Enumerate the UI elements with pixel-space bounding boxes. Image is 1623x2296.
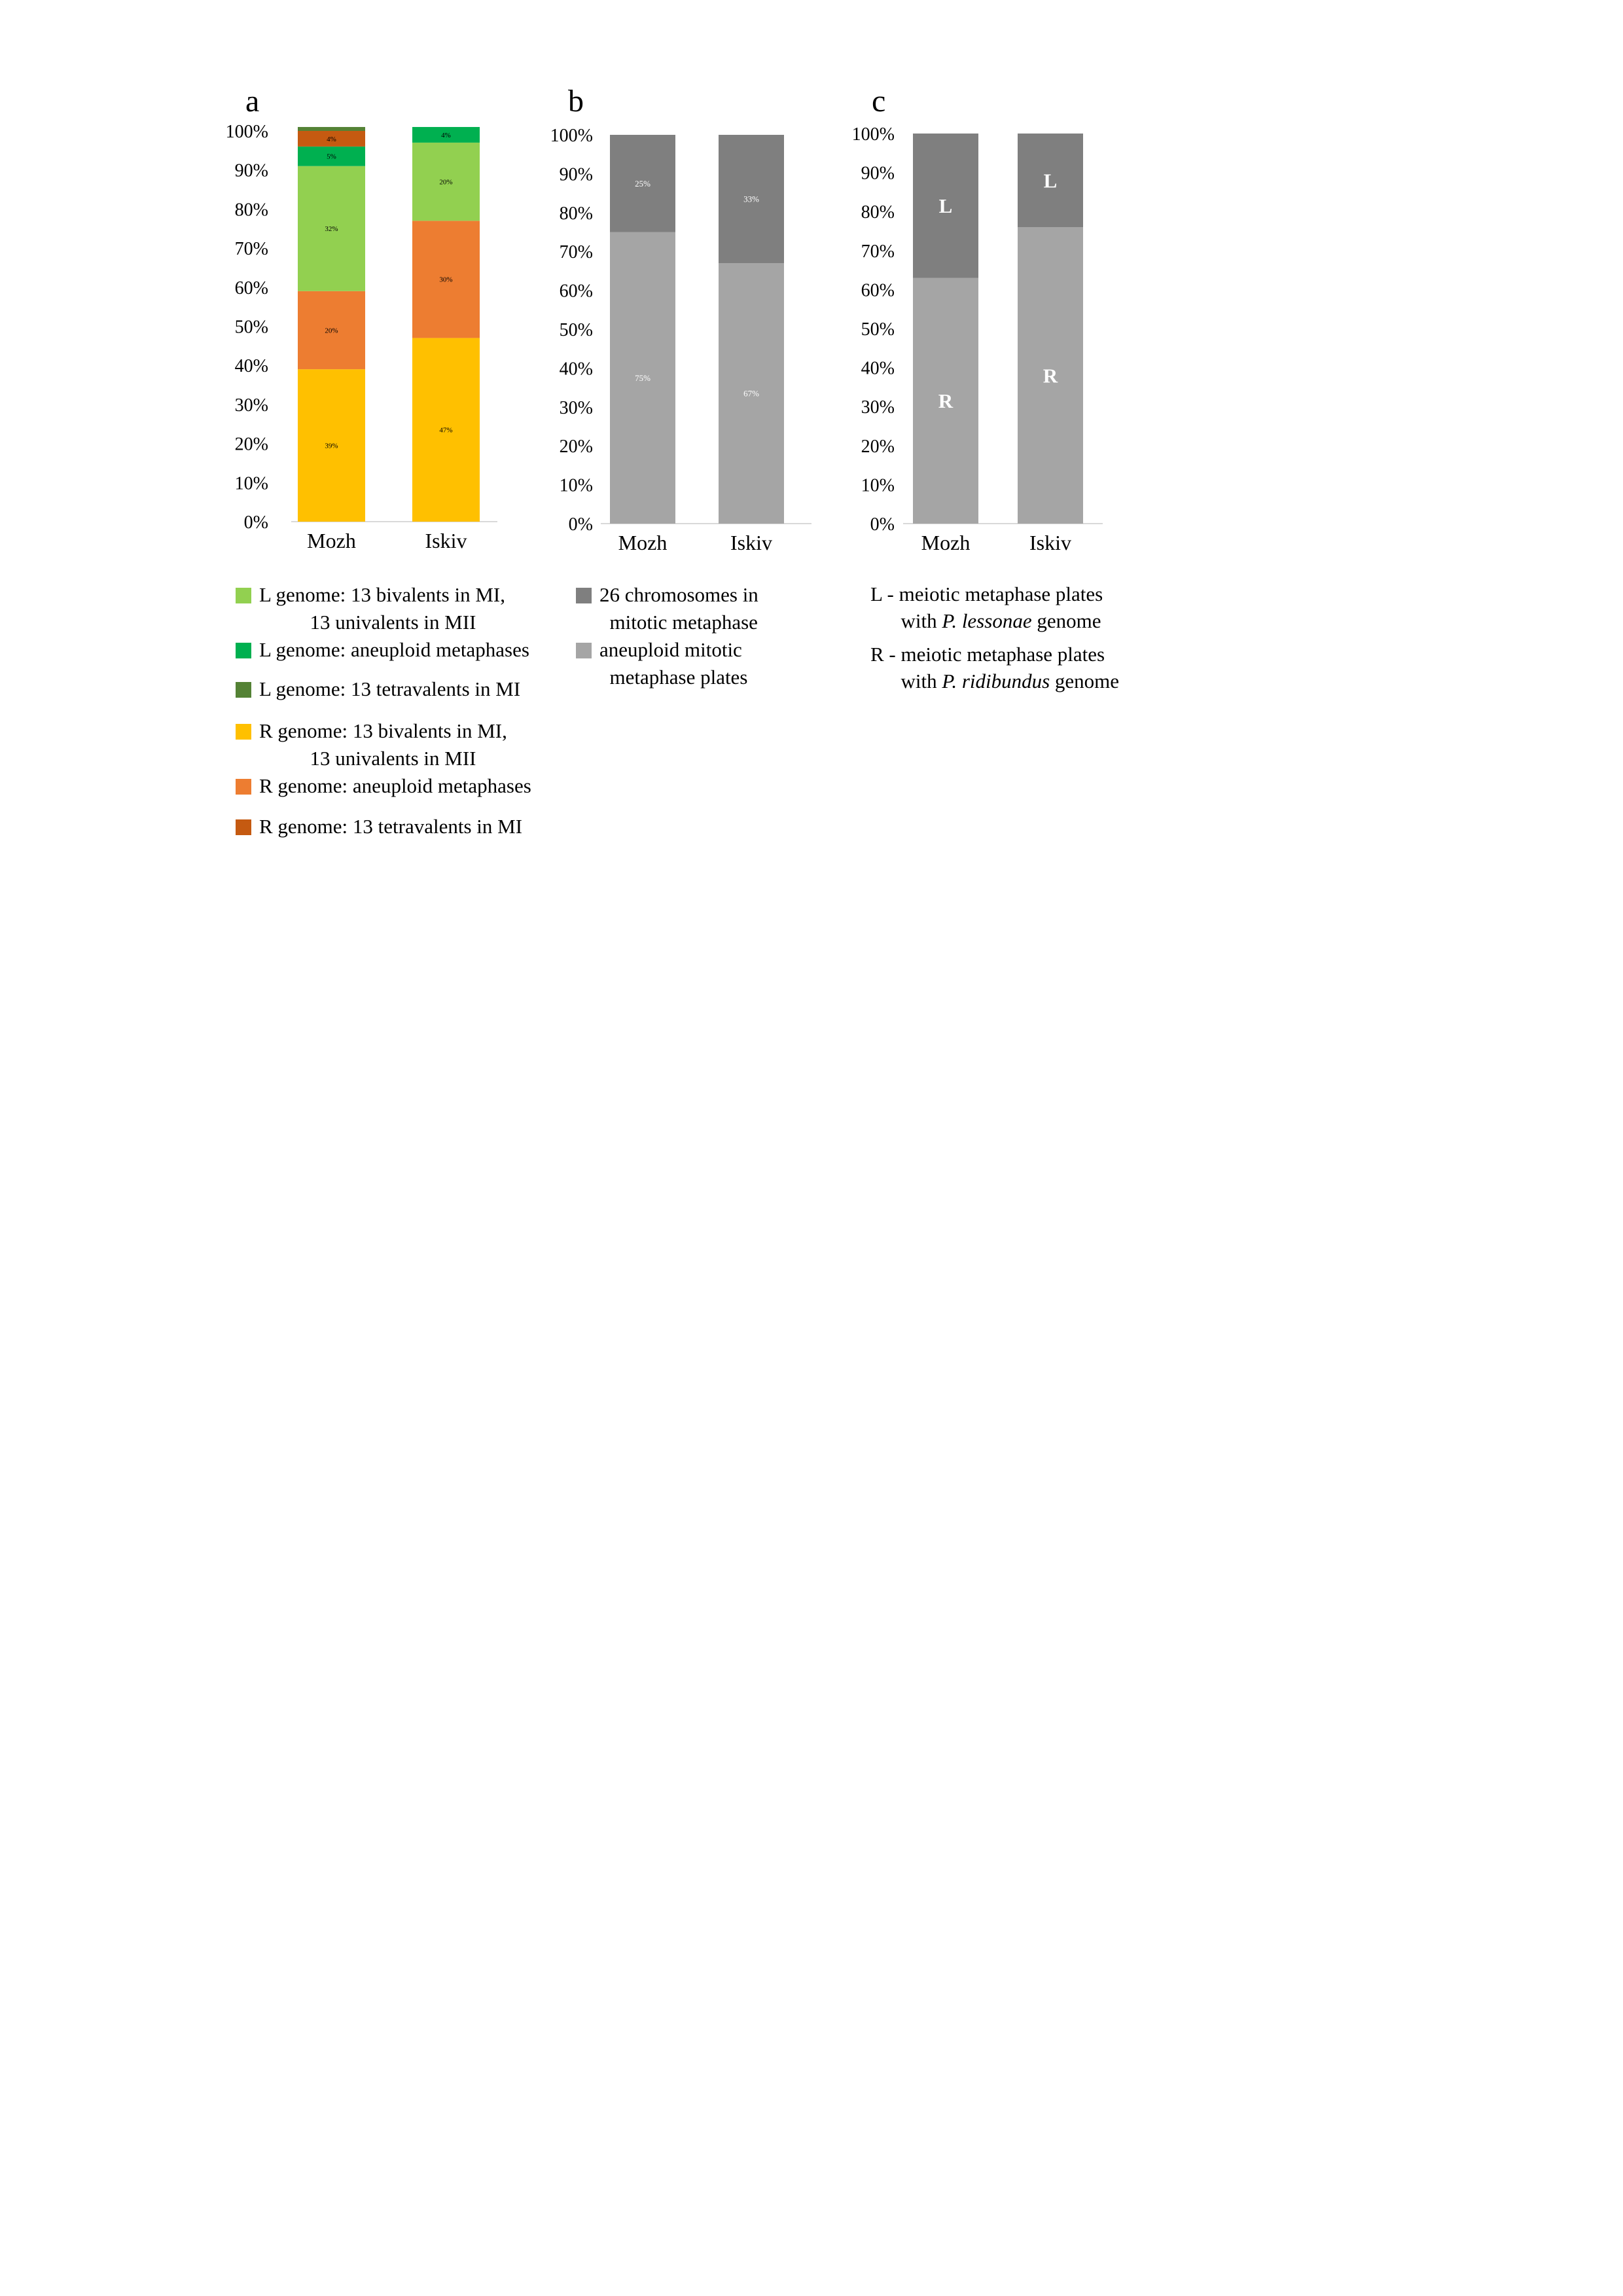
legend-swatch [576,588,592,603]
y-tick-label: 20% [559,437,593,457]
chart-panel-a [226,84,497,552]
legend-c-line-r-species: with P. ridibundus genome [870,670,1120,692]
data-label: 33% [743,194,759,204]
legend-c-line-l-species: with P. lessonae genome [870,609,1101,632]
y-tick-label: 90% [234,160,268,181]
y-tick-label: 10% [559,475,593,496]
data-label: 20% [325,327,338,335]
y-tick-label: 50% [559,320,593,340]
x-tick-label: Iskiv [425,529,467,552]
y-tick-label: 60% [861,280,895,301]
data-label: 4% [441,131,451,139]
x-tick-label: Mozh [921,531,971,554]
legend-swatch [236,682,251,698]
legend-label: R genome: aneuploid metaphases [259,774,531,797]
y-tick-label: 70% [559,242,593,263]
y-tick-label: 50% [861,319,895,340]
legend-c-line-l [870,581,1119,607]
legend-swatch [236,643,251,658]
data-label: 67% [743,388,759,399]
y-tick-label: 100% [225,122,268,142]
chart-panel-c [852,84,1103,554]
data-label: R [938,389,954,413]
legend-item [576,581,758,636]
data-label: L [1043,169,1058,192]
bar-segment [298,127,365,131]
legend-item [236,581,531,636]
legend-item [236,636,531,664]
legend-item [236,772,531,800]
legend-swatch [236,819,251,835]
y-tick-label: 30% [234,395,268,416]
y-tick-label: 40% [861,358,895,379]
y-tick-label: 60% [234,278,268,298]
panel-letter: b [568,84,584,118]
data-label: 75% [635,372,651,383]
legend-swatch [236,779,251,795]
y-tick-label: 40% [559,359,593,380]
chart-panel-b [550,84,812,554]
legend-panel-a [236,581,531,840]
legend-panel-b [576,581,758,691]
legend-item [236,717,531,772]
legend-label: L genome: 13 tetravalents in MI [259,677,521,700]
legend-panel-c [870,581,1119,694]
y-tick-label: 10% [234,473,268,494]
y-tick-label: 20% [861,436,895,457]
data-label: L [938,194,953,218]
data-label: 32% [325,225,338,234]
panel-letter: c [872,84,886,118]
y-tick-label: 40% [234,356,268,377]
y-tick-label: 50% [234,317,268,338]
y-tick-label: 0% [243,512,268,533]
legend-label: L genome: aneuploid metaphases [259,638,529,661]
legend-label: R genome: 13 tetravalents in MI [259,815,523,838]
legend-c-l-title: L - meiotic metaphase plates [870,583,1103,605]
legend-label: R genome: 13 bivalents in MI, 13 univalents in MII [259,719,507,770]
legend-item [236,813,531,840]
legend-label: L genome: 13 bivalents in MI, 13 univalents in MII [259,583,505,634]
y-tick-label: 30% [861,397,895,418]
data-label: 20% [439,178,453,187]
y-tick-label: 70% [234,239,268,260]
y-tick-label: 10% [861,475,895,496]
legend-swatch [236,588,251,603]
y-tick-label: 80% [559,203,593,224]
y-tick-label: 100% [550,126,593,146]
data-label: 25% [635,178,651,188]
y-tick-label: 60% [559,281,593,302]
x-tick-label: Iskiv [1029,531,1071,554]
y-tick-label: 80% [861,202,895,223]
data-label: 39% [325,442,338,450]
x-tick-label: Iskiv [730,531,772,554]
species-lessonae: P. lessonae [942,609,1032,632]
data-label: R [1043,364,1058,387]
legend-item [236,675,531,703]
y-tick-label: 30% [559,397,593,418]
legend-item [576,636,758,691]
data-label: 5% [327,152,336,161]
legend-c-r-title: R - meiotic metaphase plates [870,643,1105,666]
y-tick-label: 100% [851,124,895,145]
legend-label: 26 chromosomes in mitotic metaphase [599,583,758,634]
y-tick-label: 0% [870,514,895,535]
data-label: 30% [439,276,453,284]
data-label: 47% [439,426,453,435]
panel-letter: a [245,84,260,118]
data-label: 4% [327,135,336,143]
legend-label: aneuploid mitotic metaphase plates [599,638,748,689]
x-tick-label: Mozh [307,529,356,552]
species-ridibundus: P. ridibundus [942,670,1050,692]
y-tick-label: 20% [234,434,268,455]
legend-swatch [576,643,592,658]
y-tick-label: 90% [861,163,895,184]
legend-swatch [236,724,251,740]
y-tick-label: 90% [559,164,593,185]
y-tick-label: 70% [861,241,895,262]
y-tick-label: 80% [234,200,268,221]
legend-c-line-r [870,641,1119,668]
x-tick-label: Mozh [618,531,668,554]
y-tick-label: 0% [568,514,593,535]
